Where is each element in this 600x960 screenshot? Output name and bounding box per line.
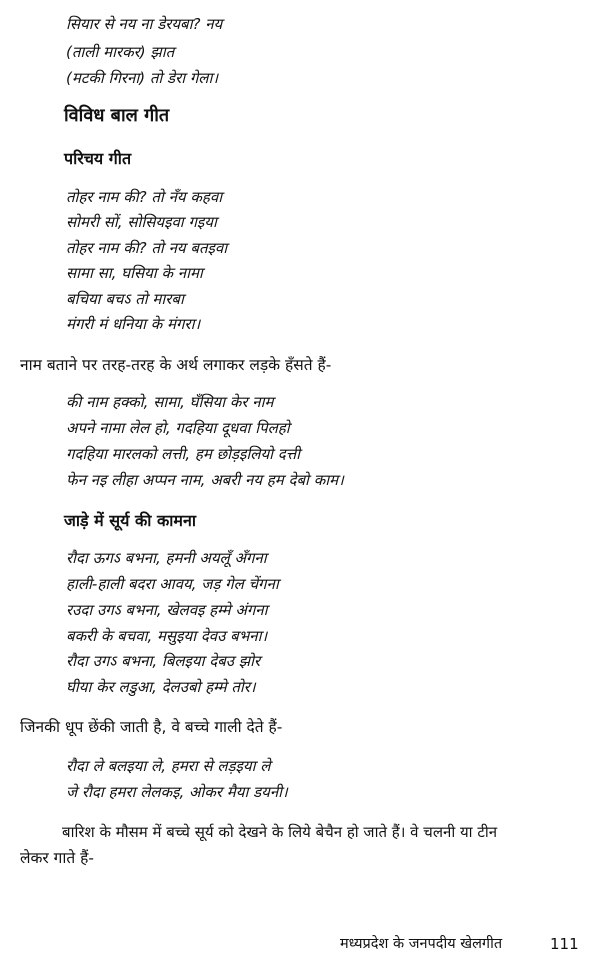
verse-line: रौदा उगऽ बभना, बिलइया देबउ झोर (66, 652, 261, 670)
page-number: 111 (550, 935, 579, 953)
verse-line: (मटकी गिरना) तो डेरा गेला। (66, 69, 219, 87)
verse-line: हाली-हाली बदरा आवय, जड़ गेल चेंगना (66, 575, 279, 593)
verse-line: घीया केर लडुआ, देलउबो हम्मे तोर। (66, 678, 256, 696)
section-heading: विविध बाल गीत (64, 105, 170, 126)
verse-line: जे रौदा हमरा लेलकइ, ओकर मैया डयनी। (66, 783, 288, 801)
prose-text: जिनकी धूप छेंकी जाती है, वे बच्चे गाली देते हैं- (20, 718, 283, 736)
prose-text: लेकर गाते हैं- (20, 849, 95, 867)
verse-line: गदहिया मारलको लत्ती, हम छोड़इलियो दत्ती (66, 445, 301, 463)
song-heading: परिचय गीत (64, 149, 132, 168)
verse-line: सामा सा, घसिया के नामा (66, 264, 203, 282)
verse-line: बचिया बचऽ तो मारबा (66, 290, 184, 308)
verse-line: सियार से नय ना डेरयबा? नय (66, 15, 223, 33)
prose-text: बारिश के मौसम में बच्चे सूर्य को देखने के लिये बेचैन हो जाते हैं। वे चलनी या टीन (62, 823, 498, 841)
verse-line: तोहर नाम की? तो नय बतइवा (66, 239, 228, 257)
verse-line: मंगरी मं धनिया के मंगरा। (66, 315, 201, 333)
verse-line: सोमरी सों, सोसियइवा गइया (66, 213, 217, 231)
verse-line: रौदा ऊगऽ बभना, हमनी अयलूँ अँगना (66, 549, 267, 567)
song-heading: जाड़े में सूर्य की कामना (64, 511, 196, 530)
running-footer-title: मध्यप्रदेश के जनपदीय खेलगीत (340, 936, 503, 952)
verse-line: बकरी के बचवा, मसुइया देवउ बभना। (66, 627, 268, 645)
verse-line: रउदा उगऽ बभना, खेलवइ हम्मे अंगना (66, 601, 268, 619)
verse-line: रौदा ले बलइया ले, हमरा से लड़इया ले (66, 757, 271, 775)
verse-line: अपने नामा लेल हो, गदहिया दूधवा पिलहो (66, 419, 290, 437)
verse-line: तोहर नाम की? तो नँय कहवा (66, 188, 223, 206)
prose-text: नाम बताने पर तरह-तरह के अर्थ लगाकर लड़के हँसते हैं- (20, 356, 332, 374)
verse-line: की नाम हक्को, सामा, घँसिया केर नाम (66, 393, 274, 411)
verse-line: (ताली मारकर) झात (66, 43, 175, 61)
verse-line: फेन नइ लीहा अप्पन नाम, अबरी नय हम देबो काम। (66, 471, 344, 489)
